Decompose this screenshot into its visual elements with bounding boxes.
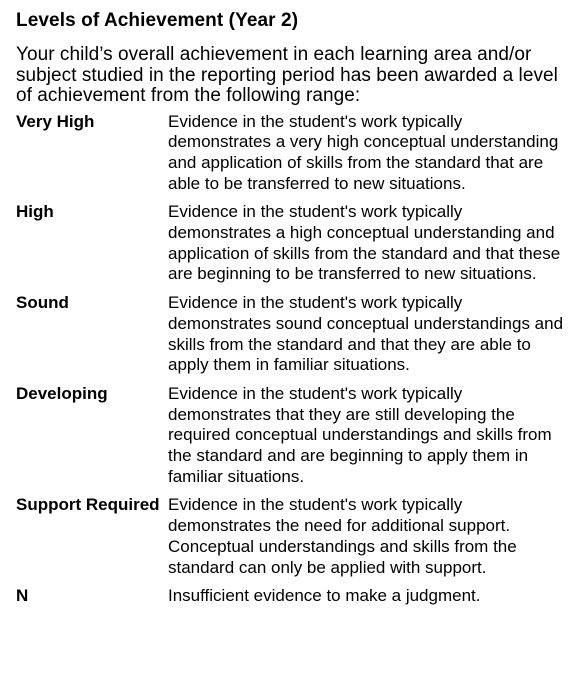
- level-row-support-required: [16, 495, 568, 578]
- level-name: Support Required: [16, 495, 160, 515]
- level-name: Sound: [16, 293, 69, 313]
- level-description: Evidence in the student's work typically demonstrates a very high conceptual understanding and application of skills from the standard that are able to be transferred to new situations.: [168, 111, 559, 193]
- level-description: Evidence in the student's work typically demonstrates sound conceptual understandings and skills from the standard and that they are able to apply them in familiar situations.: [168, 293, 564, 375]
- level-row-sound: [16, 293, 568, 376]
- level-description: Evidence in the student's work typically demonstrates the need for additional support. Conceptual understandings and skills from the standard can only be applied with support.: [168, 495, 517, 577]
- achievement-levels-list: [16, 112, 568, 607]
- level-description: Insufficient evidence to make a judgment.: [168, 586, 481, 606]
- level-name: Developing: [16, 383, 108, 403]
- level-row-n: [16, 586, 568, 607]
- level-name: Very High: [16, 111, 95, 131]
- page-title: Levels of Achievement (Year 2): [16, 10, 299, 31]
- level-name: N: [16, 586, 29, 606]
- level-name: High: [16, 202, 54, 222]
- level-row-very-high: [16, 112, 568, 195]
- level-description: Evidence in the student's work typically demonstrates that they are still developing the required conceptual understandings and skills from the standard and are beginning to apply them in familiar situations.: [168, 383, 552, 486]
- level-row-developing: [16, 384, 568, 488]
- intro-paragraph: Your child’s overall achievement in each learning area and/or subject studied in the reporting period has been awarded a level of achievement from the following range:: [16, 44, 558, 106]
- level-row-high: [16, 202, 568, 285]
- level-description: Evidence in the student's work typically demonstrates a high conceptual understanding and application of skills from the standard and that these are beginning to be transferred to new situations.: [168, 202, 561, 284]
